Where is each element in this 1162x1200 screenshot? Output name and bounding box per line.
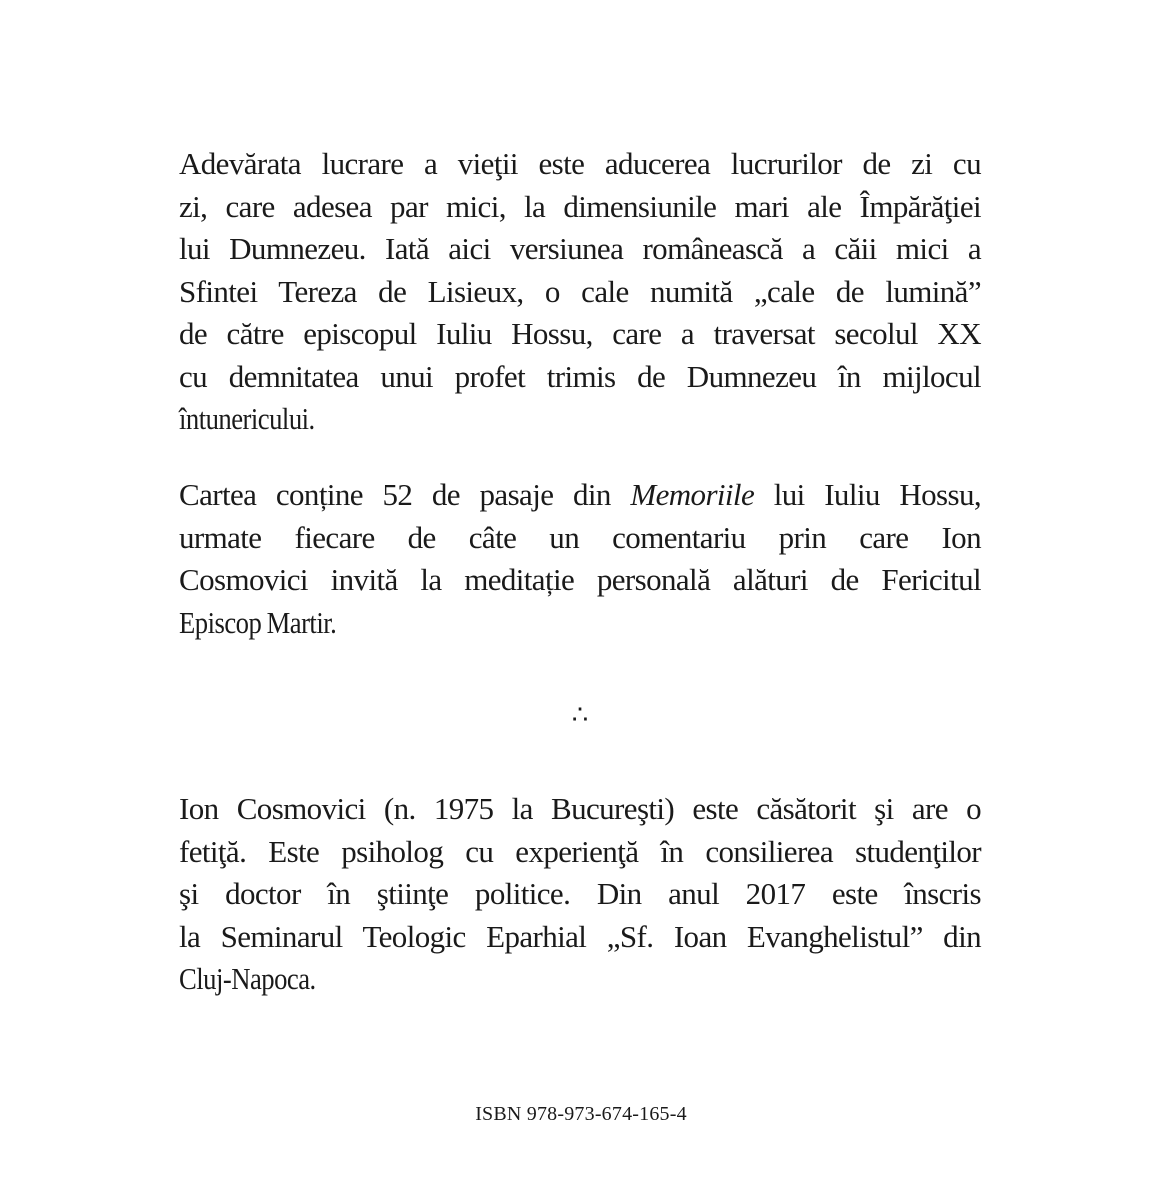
text-fragment: lui Iuliu Hossu, xyxy=(754,477,982,512)
text-line: lui Dumnezeu. Iată aici versiunea românească a căii mici a xyxy=(179,231,981,266)
isbn-number: ISBN 978-973-674-165-4 xyxy=(475,1103,687,1125)
text-line: Episcop Martir. xyxy=(179,604,337,640)
section-divider-ornament: ∴ xyxy=(571,700,589,729)
book-title-italic: Memoriile xyxy=(630,477,755,512)
text-line: întunericului. xyxy=(179,401,315,436)
text-line xyxy=(179,474,981,517)
text-line: Cluj-Napoca. xyxy=(179,961,316,996)
text-line: la Seminarul Teologic Eparhial „Sf. Ioan Evanghelistul” din xyxy=(179,918,981,954)
author-bio-paragraph xyxy=(179,788,981,1001)
text-line: Sfintei Tereza de Lisieux, o cale numită „cale de lumină” xyxy=(179,273,981,309)
text-line: Adevărata lucrare a vieţii este aducerea lucrurilor de zi cu xyxy=(179,146,981,181)
text-line: urmate fiecare de câte un comentariu prin care Ion xyxy=(179,519,981,555)
text-fragment: Cartea conține 52 de pasaje din xyxy=(179,477,631,512)
text-line: de către episcopul Iuliu Hossu, care a traversat secolul XX xyxy=(179,316,981,351)
description-paragraph xyxy=(179,143,981,441)
text-line: Cosmovici invită la meditație personală alături de Fericitul xyxy=(179,562,981,597)
text-line: fetiţă. Este psiholog cu experienţă în consilierea studenţilor xyxy=(179,833,981,869)
text-line: Ion Cosmovici (n. 1975 la Bucureşti) este căsătorit şi are o xyxy=(179,791,981,826)
contents-paragraph xyxy=(179,474,981,644)
text-line: şi doctor în ştiinţe politice. Din anul 2017 este înscris xyxy=(179,876,981,911)
text-line: cu demnitatea unui profet trimis de Dumnezeu în mijlocul xyxy=(179,358,981,394)
text-line: zi, care adesea par mici, la dimensiunile mari ale Împărăţiei xyxy=(179,188,981,224)
